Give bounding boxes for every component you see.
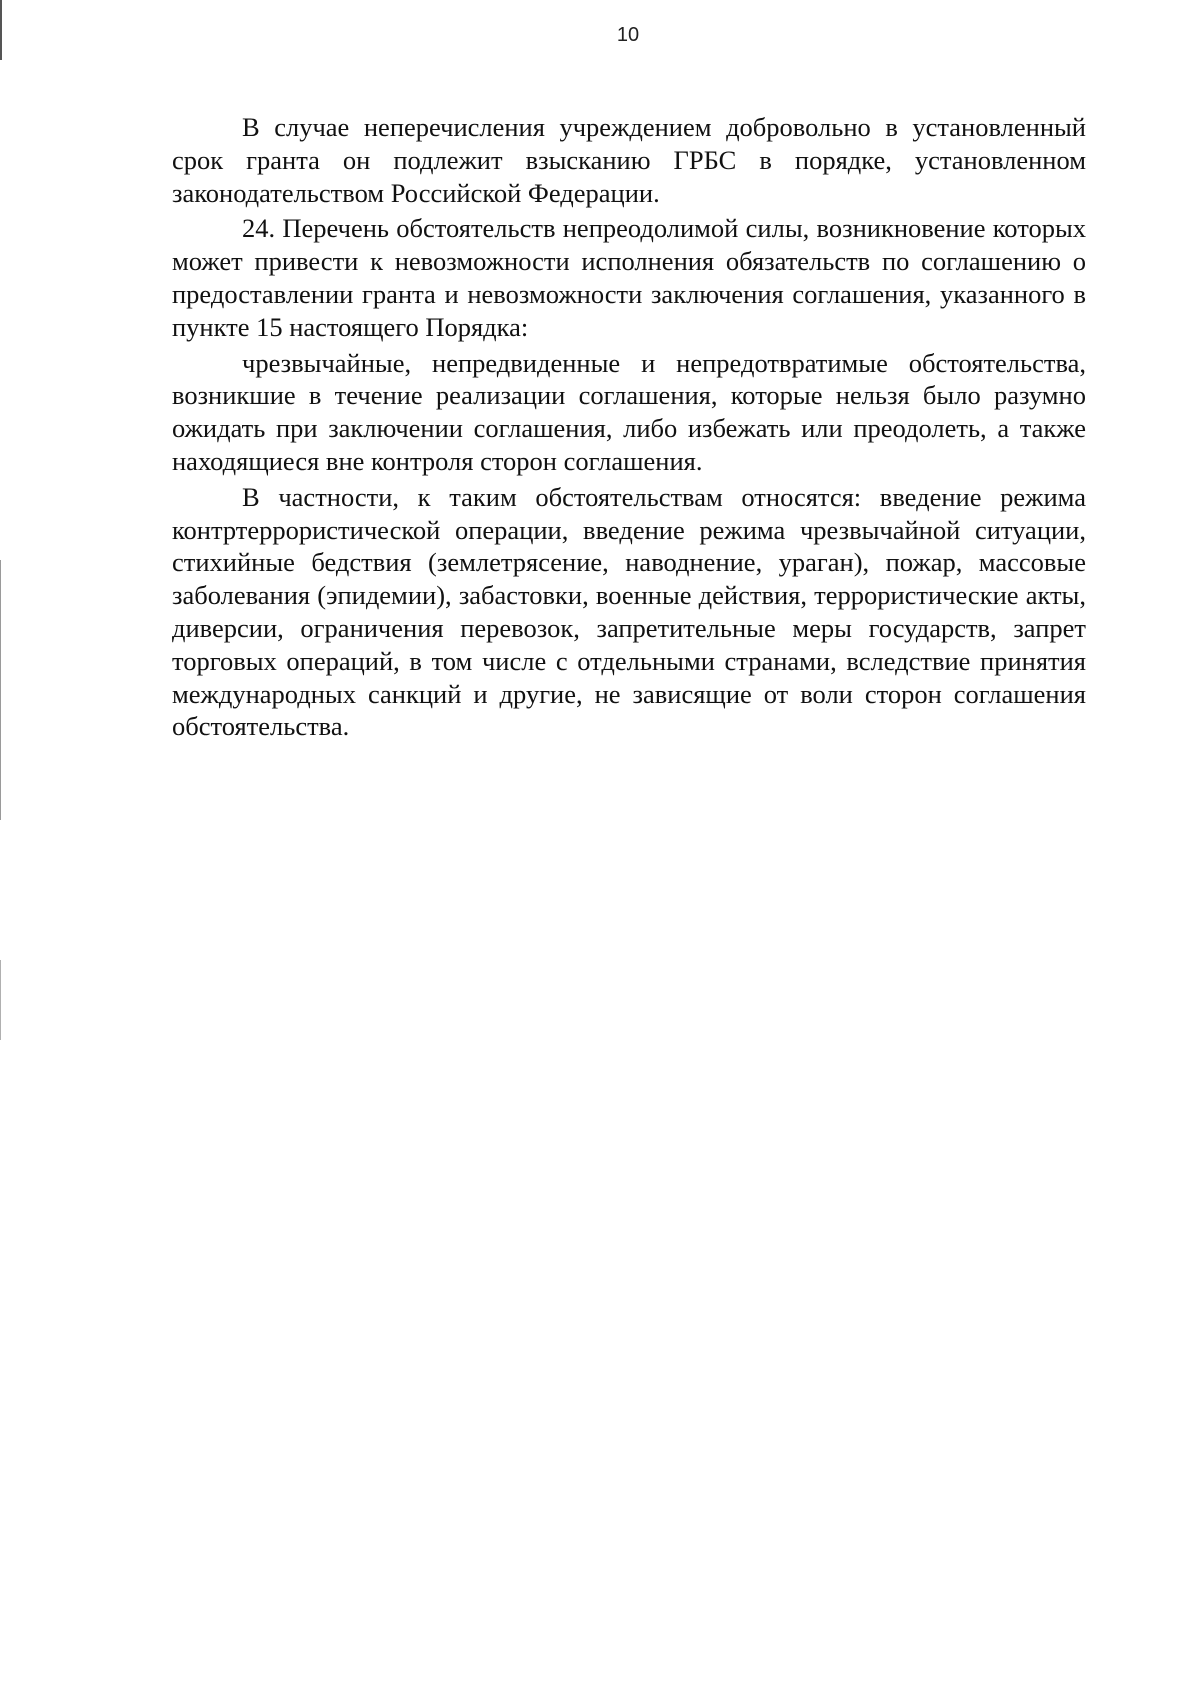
scan-edge-mark (0, 960, 1, 1040)
document-body (172, 111, 1086, 746)
paragraph-grant-recovery: В случае неперечисления учреждением добровольно в установленный срок гранта он подлежит взысканию ГРБС в порядке, установленном законодательством Российской Федерации. (172, 112, 1086, 208)
page-number: 10 (616, 24, 640, 46)
paragraph-force-majeure-definition: чрезвычайные, непредвиденные и непредотвратимые обстоятельства, возникшие в течение реализации соглашения, которые нельзя было разумно ожидать при заключении соглашения, либо избежать или преодолеть, а также находящиеся вне контроля сторон соглашения. (172, 347, 1086, 476)
paragraph-force-majeure-list: 24. Перечень обстоятельств непреодолимой силы, возникновение которых может привести к невозможности исполнения обязательств по соглашению о предоставлении гранта и невозможности заключения соглашения, указанного в пункте 15 настоящего Порядка: (172, 213, 1086, 342)
scan-edge-mark (0, 560, 1, 820)
paragraph-force-majeure-examples: В частности, к таким обстоятельствам относятся: введение режима контртеррористической операции, введение режима чрезвычайной ситуации, стихийные бедствия (землетрясение, наводнение, ураган), пожар, массовые заболевания (эпидемии), забастовки, военные действия, террористические акты, диверсии, ограничения перевозок, запретительные меры государств, запрет торговых операций, в том числе с отдельными странами, вследствие принятия международных санкций и другие, не зависящие от воли сторон соглашения обстоятельства. (172, 481, 1086, 742)
